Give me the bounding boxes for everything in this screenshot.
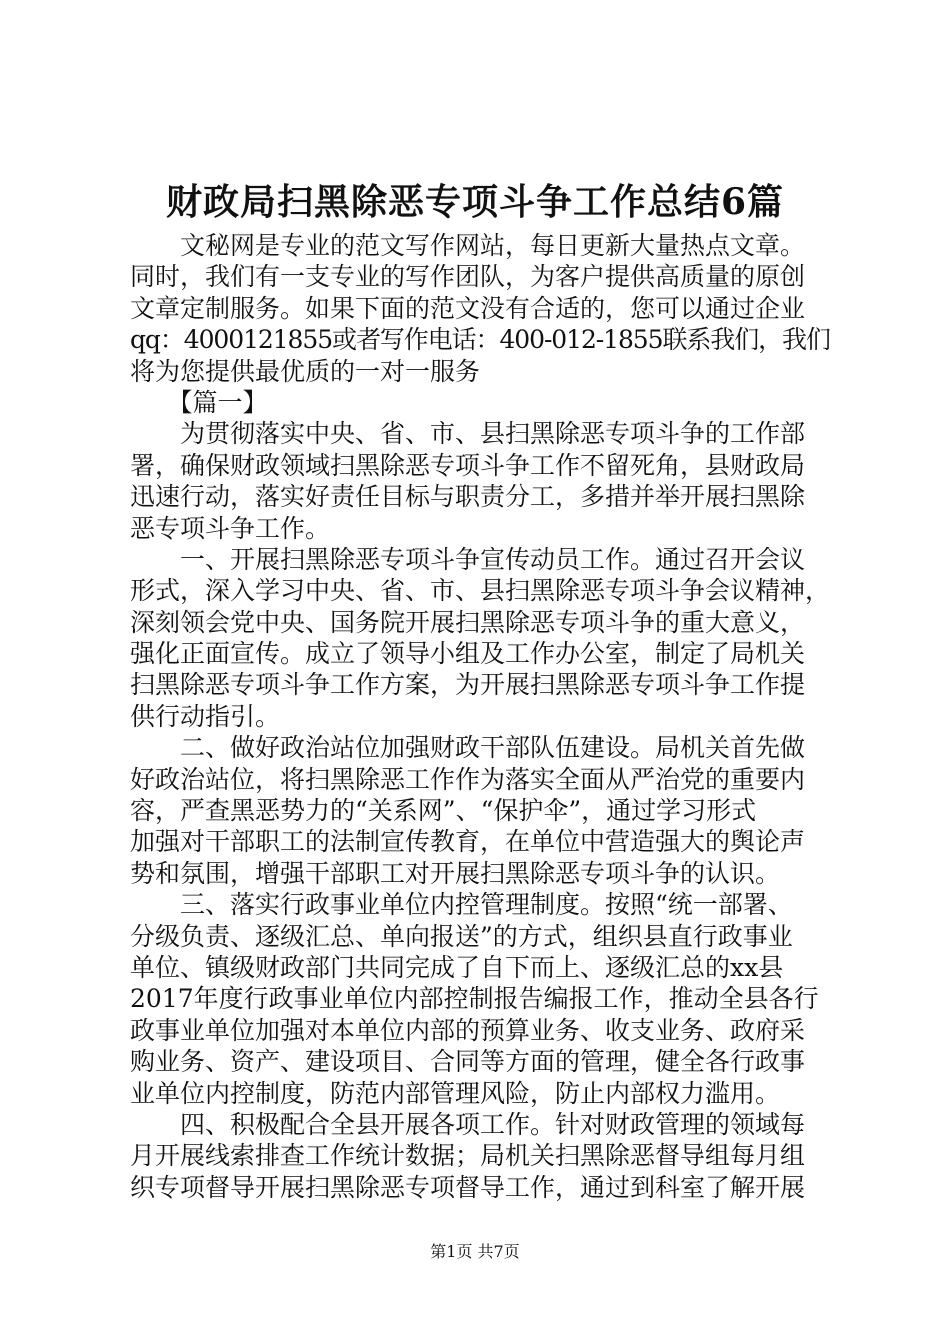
text-line: 深刻领会党中央、国务院开展扫黑除恶专项斗争的重大意义， xyxy=(130,607,806,637)
text-line: 好政治站位，将扫黑除恶工作作为落实全面从严治党的重要内 xyxy=(130,764,806,794)
text-line: 迅速行动，落实好责任目标与职责分工，多措并举开展扫黑除 xyxy=(130,482,806,512)
text-line: 一、开展扫黑除恶专项斗争宣传动员工作。通过召开会议 xyxy=(130,544,806,574)
text-line: 三、落实行政事业单位内控管理制度。按照“统一部署、 xyxy=(130,890,793,920)
text-line: 供行动指引。 xyxy=(130,701,281,731)
text-line: 形式，深入学习中央、省、市、县扫黑除恶专项斗争会议精神， xyxy=(130,576,830,606)
text-line: 容，严查黑恶势力的“关系网”、“保护伞”，通过学习形式 xyxy=(130,796,757,826)
page-footer: 第1页 共7页 xyxy=(430,1242,520,1261)
document-title: 财政局扫黑除恶专项斗争工作总结6篇 xyxy=(165,181,785,223)
text-line: 织专项督导开展扫黑除恶专项督导工作，通过到科室了解开展 xyxy=(130,1172,806,1202)
text-line: 文秘网是专业的范文写作网站，每日更新大量热点文章。 xyxy=(130,231,806,260)
text-line: 将为您提供最优质的一对一服务 xyxy=(130,356,481,386)
text-line: 单位、镇级财政部门共同完成了自下而上、逐级汇总的xx县 xyxy=(130,952,784,982)
text-line: 恶专项斗争工作。 xyxy=(130,513,331,543)
text-line: 月开展线索排查工作统计数据；局机关扫黑除恶督导组每月组 xyxy=(130,1141,806,1171)
text-line: 四、积极配合全县开展各项工作。针对财政管理的领域每 xyxy=(130,1109,806,1139)
text-line: 2017年度行政事业单位内部控制报告编报工作，推动全县各行 xyxy=(130,984,819,1014)
text-line: 扫黑除恶专项斗争工作方案，为开展扫黑除恶专项斗争工作提 xyxy=(130,670,806,700)
text-line: 二、做好政治站位加强财政干部队伍建设。局机关首先做 xyxy=(130,733,806,763)
text-line: 文章定制服务。如果下面的范文没有合适的，您可以通过企业 xyxy=(130,293,806,323)
text-line: 强化正面宣传。成立了领导小组及工作办公室，制定了局机关 xyxy=(130,639,806,669)
text-line: 购业务、资产、建设项目、合同等方面的管理，健全各行政事 xyxy=(130,1047,806,1077)
text-line: 分级负责、逐级汇总、单向报送”的方式，组织县直行政事业 xyxy=(130,921,793,951)
text-line: 【篇一】 xyxy=(130,387,268,417)
text-line: 政事业单位加强对本单位内部的预算业务、收支业务、政府采 xyxy=(130,1015,806,1045)
text-line: 加强对干部职工的法制宣传教育，在单位中营造强大的舆论声 xyxy=(130,827,806,857)
text-line: 势和氛围，增强干部职工对开展扫黑除恶专项斗争的认识。 xyxy=(130,858,781,888)
text-line: qq：4000121855或者写作电话：400-012-1855联系我们，我们 xyxy=(130,325,830,355)
text-line: 为贯彻落实中央、省、市、县扫黑除恶专项斗争的工作部 xyxy=(130,419,806,449)
document-body xyxy=(130,230,830,1203)
text-line: 署，确保财政领域扫黑除恶专项斗争工作不留死角，县财政局 xyxy=(130,450,806,480)
text-line: 同时，我们有一支专业的写作团队，为客户提供高质量的原创 xyxy=(130,262,806,292)
text-line: 业单位内控制度，防范内部管理风险，防止内部权力滥用。 xyxy=(130,1078,781,1108)
